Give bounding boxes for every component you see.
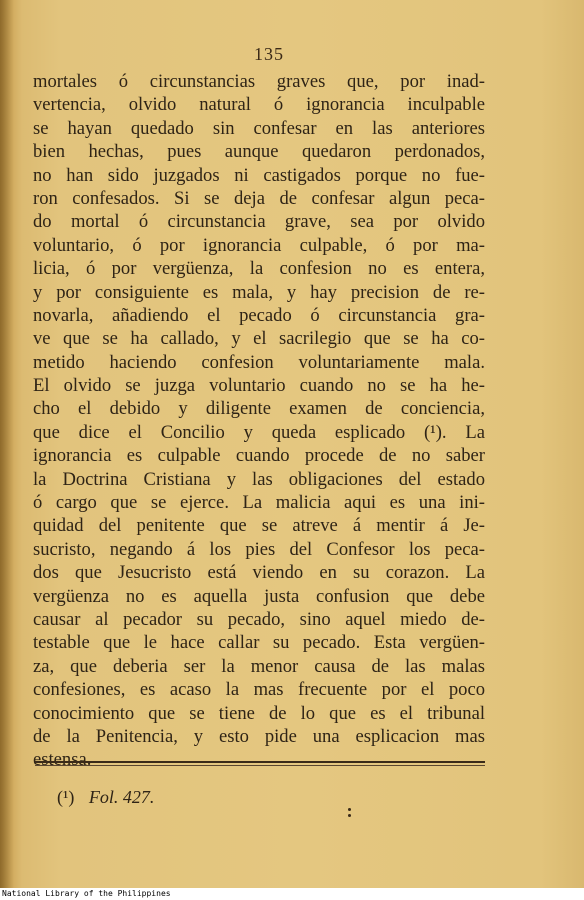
footnote [57,787,154,808]
text-line: cho el debido y diligente examen de conciencia, [33,398,485,420]
text-line: El olvido se juzga voluntario cuando no se ha he- [33,375,485,397]
text-line: dos que Jesucristo está viendo en su corazon. La [33,562,485,584]
text-line: de la Penitencia, y esto pide una esplicacion mas [33,725,485,747]
printer-mark [348,808,352,824]
text-line: causar al pecador su pecado, sino aquel miedo de- [33,608,485,630]
text-line: conocimiento que se tiene de lo que es el tribunal [33,702,485,724]
text-line: estensa. [33,749,92,771]
text-line: vergüenza no es aquella justa confusion que debe [33,585,485,607]
text-line: la Doctrina Cristiana y las obligaciones del estado [33,468,485,490]
text-line: za, que deberia ser la menor causa de las malas [33,655,485,677]
footnote-divider-thin [35,765,485,766]
footnote-text: Fol. 427. [88,787,155,807]
footnote-divider [35,761,485,763]
footer-bar [0,888,584,900]
footnote-marker: (¹) [57,787,75,807]
text-line: quidad del penitente que se atreve á mentir á Je- [33,515,485,537]
body-text [33,70,485,772]
text-line: confesiones, es acaso la mas frecuente por el poco [33,679,485,701]
text-line: voluntario, ó por ignorancia culpable, ó por ma- [33,234,485,256]
text-line: vertencia, olvido natural ó ignorancia inculpable [33,94,485,116]
text-line: bien hechas, pues aunque quedaron perdonados, [33,141,485,163]
text-line: ignorancia es culpable cuando procede de no saber [33,445,485,467]
page-number: 135 [254,44,284,64]
text-line: sucristo, negando á los pies del Confesor los peca- [33,538,485,560]
library-credit: National Library of the Philippines [2,889,171,898]
text-line: licia, ó por vergüenza, la confesion no es entera, [33,258,485,280]
text-line: ron confesados. Si se deja de confesar algun peca- [33,187,485,209]
text-line: metido haciendo confesion voluntariamente mala. [33,351,485,373]
text-line: do mortal ó circunstancia grave, sea por olvido [33,211,485,233]
text-line: que dice el Concilio y queda esplicado (¹). La [33,421,485,443]
text-line: testable que le hace callar su pecado. Esta vergüen- [33,632,485,654]
text-line: ve que se ha callado, y el sacrilegio que se ha co- [33,328,485,350]
text-line: y por consiguiente es mala, y hay precision de re- [33,281,485,303]
text-line: no han sido juzgados ni castigados porque no fue- [33,164,485,186]
text-line: novarla, añadiendo el pecado ó circunstancia gra- [33,304,485,326]
text-line: ó cargo que se ejerce. La malicia aqui es una ini- [33,492,485,514]
text-line: se hayan quedado sin confesar en las anteriores [33,117,485,139]
text-line: mortales ó circunstancias graves que, por inad- [33,71,485,92]
